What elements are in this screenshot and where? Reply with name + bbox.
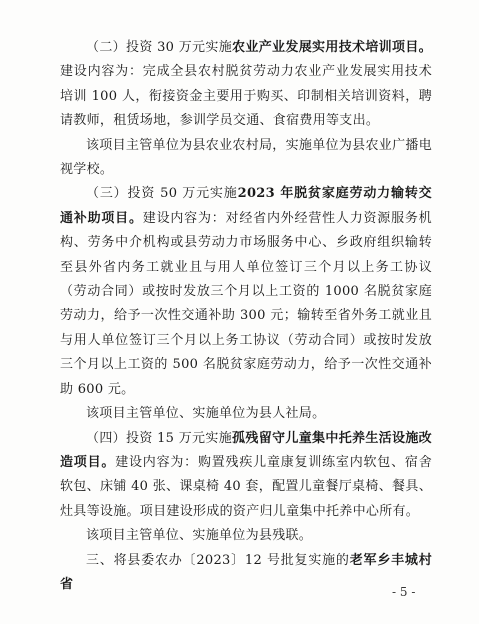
section-3-units: 该项目主管单位、实施单位为县人社局。 [86, 406, 326, 422]
section-2-body: 建设内容为：完成全县农村脱贫劳动力农业产业发展实用技术培训 100 人，衔接资金主要用于购买、印制相关培训资料，聘请教师，租赁场地，参训学员交通、食宿费用等支出。 [60, 64, 432, 129]
section-3-heading-prefix: （三）投资 50 万元实施 [86, 186, 238, 202]
section-4-heading-prefix: （四）投资 15 万元实施 [86, 430, 233, 446]
document-body [60, 36, 432, 597]
section-three-prefix: 三、将县委农办〔2023〕12 号批复实施的 [86, 552, 350, 568]
page-number: - 5 - [392, 585, 416, 599]
section-three-paragraph [60, 549, 432, 598]
section-4-units: 该项目主管单位、实施单位为县残联。 [86, 528, 313, 544]
section-3-paragraph [60, 182, 432, 402]
section-2-heading-title: 农业产业发展实用技术培训项目。 [232, 40, 432, 55]
section-three-bold: 老军乡丰城村省 [60, 552, 432, 592]
section-2-heading-prefix: （二）投资 30 万元实施 [86, 40, 233, 55]
section-4-paragraph [60, 427, 432, 525]
section-4-body: 建设内容为：购置残疾儿童康复训练室内软包、宿舍软包、床铺 40 张、课桌椅 40 套，配置儿童餐厅桌椅、餐具、灶具等设施。项目建设形成的资产归儿童集中托养中心所有。 [60, 454, 432, 519]
section-2-units: 该项目主管单位为县农业农村局，实施单位为县农业广播电视学校。 [60, 137, 432, 178]
section-4-heading-title: 孤残留守儿童集中托养生活设施改造项目。 [60, 430, 432, 470]
section-2-paragraph [60, 36, 432, 134]
section-3-heading-title: 2023 年脱贫家庭劳动力输转交通补助项目。 [60, 186, 432, 226]
section-3-body: 建设内容为：对经省内外经营性人力资源服务机构、劳务中介机构或县劳动力市场服务中心、乡政府组织输转至县外省内务工就业且与用人单位签订三个月以上务工协议（劳动合同）或按时发放三个月以上工资的 1000 名脱贫家庭劳动力，给予一次性交通补助 300 元；输转至省外务工就业且与用人单位签订三个月以上务工协议（劳动合同）或按时发放三个月以上工资的 500 名脱贫家庭劳动力，给予一次性交通补助 600 元。 [60, 210, 432, 397]
